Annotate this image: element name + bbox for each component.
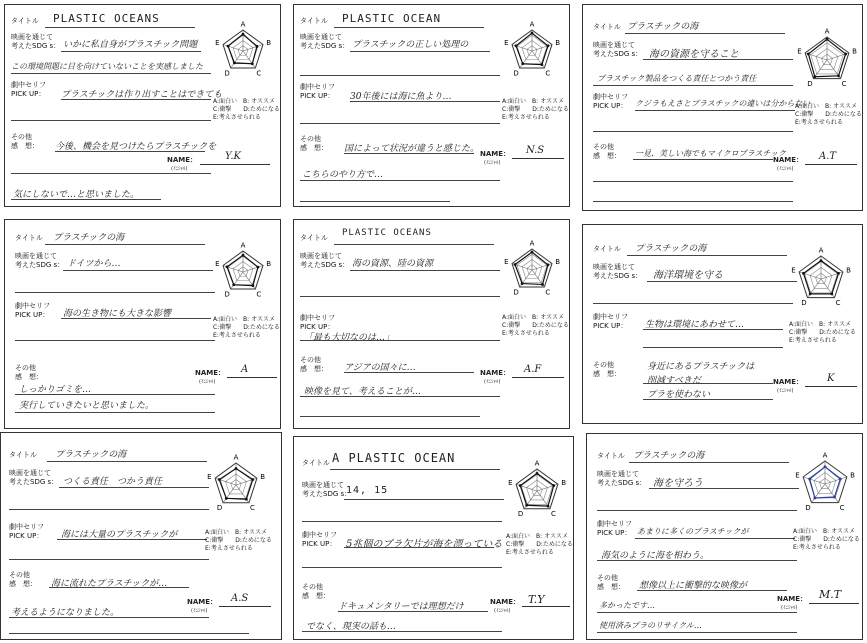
- radar-axis-label: B: [852, 47, 857, 56]
- pickup-label: 劇中セリフ: [300, 83, 335, 91]
- radar-axis-label: E: [215, 260, 220, 269]
- film-title: A PLASTIC OCEAN: [332, 451, 456, 465]
- radar-value-point: [547, 263, 550, 266]
- legend-line-2: C:衝撃 D:ためになる: [506, 541, 573, 548]
- radar-value-point: [218, 478, 221, 481]
- sdg-label: 映画を通じて: [597, 470, 639, 478]
- other-label: その他: [597, 574, 618, 582]
- radar-axis-label: C: [545, 69, 551, 78]
- radar-value-point: [515, 44, 518, 47]
- other-label: その他: [593, 361, 614, 369]
- radar-value-point: [541, 283, 544, 286]
- radar-value-point: [808, 478, 811, 481]
- radar-value-point: [226, 265, 229, 268]
- radar-value-point: [235, 467, 238, 470]
- radar-axis-label: B: [266, 260, 272, 269]
- other-label-2: 感 想：: [593, 370, 621, 378]
- pickup-answer: 「最も大切なのは…」: [304, 333, 395, 343]
- radar-axis-label: E: [791, 266, 796, 275]
- card-5: [293, 219, 570, 429]
- radar-value-point: [251, 284, 254, 287]
- radar-axis-label: E: [207, 472, 212, 481]
- radar-value-point: [826, 38, 829, 41]
- sdg-label: 映画を通じて: [9, 469, 51, 477]
- name-sub-label: (ｲﾆｼｬﾙ): [777, 388, 794, 394]
- radar-chart: [793, 444, 857, 516]
- name-label: NAME：: [480, 369, 511, 377]
- title-label: タイトル: [11, 17, 39, 25]
- radar-value-point: [547, 44, 550, 47]
- legend-line-2: C:衝撃 D:ためになる: [793, 536, 860, 543]
- film-title: プラスチックの海: [635, 244, 707, 254]
- pickup-answer: クジラもえさとプラスチックの違いは分からない: [635, 99, 811, 108]
- film-title: プラスチックの海: [53, 233, 125, 243]
- pickup-label: 劇中セリフ: [11, 81, 46, 89]
- pickup-label-2: PICK UP：: [300, 323, 335, 331]
- radar-value-point: [531, 32, 534, 35]
- other-answer-3: 使用済みプラのリサイクル…: [599, 621, 702, 630]
- radar-axis-label: A: [818, 246, 824, 255]
- radar-value-point: [531, 251, 534, 254]
- pickup-answer: 5兆個のプラ欠片が海を漂っている: [346, 539, 503, 550]
- sdg-label: 映画を通じて: [15, 252, 57, 260]
- pickup-label: 劇中セリフ: [593, 93, 628, 101]
- name-sub-label: (ｲﾆｼｬﾙ): [199, 379, 216, 385]
- radar-axis-label: E: [795, 471, 800, 480]
- name-label: NAME：: [480, 150, 511, 158]
- other-answer-2: 削減すべきだ: [647, 376, 701, 386]
- radar-value-point: [833, 496, 836, 499]
- film-title: プラスチックの海: [55, 450, 127, 460]
- pickup-answer: プラスチックは作り出すことはできても: [61, 90, 223, 100]
- pickup-label-2: PICK UP：: [593, 102, 628, 110]
- card-6: [582, 224, 863, 424]
- name-value: A.S: [231, 593, 249, 604]
- name-sub-label: (ｲﾆｼｬﾙ): [191, 608, 208, 614]
- legend-line-3: E:考えさせられる: [205, 545, 253, 552]
- radar-value-point: [225, 497, 228, 500]
- other-answer-1: アジアの国々に…: [344, 363, 416, 373]
- legend-line-3: E:考えさせられる: [789, 337, 837, 344]
- radar-axis-label: D: [807, 79, 813, 88]
- sdg-answer: つくる責任 つかう責任: [63, 477, 163, 487]
- radar-axis-label: A: [529, 239, 535, 248]
- legend-line-1: A:面白い B: オススメ: [793, 528, 856, 535]
- name-value: N.S: [526, 145, 545, 156]
- radar-value-point: [540, 63, 543, 66]
- other-label-2: 感 想：: [300, 144, 328, 152]
- title-label: タイトル: [9, 451, 37, 459]
- other-label-2: 感 想：: [15, 373, 43, 381]
- title-label: タイトル: [597, 452, 625, 460]
- sdg-label-2: 考えたSDG s：: [593, 50, 643, 58]
- radar-value-point: [514, 263, 517, 266]
- radar-value-point: [242, 254, 245, 257]
- other-label-2: 感 想：: [11, 142, 39, 150]
- sdg-label: 映画を通じて: [11, 33, 53, 41]
- radar-chart: [789, 239, 853, 311]
- legend-line-3: E:考えさせられる: [795, 119, 843, 126]
- radar-axis-label: C: [545, 288, 551, 297]
- other-label: その他: [11, 133, 32, 141]
- sdg-answer: プラスチックの正しい処理の: [352, 40, 469, 50]
- other-answer-2: 考えるようになりました。: [11, 608, 120, 618]
- name-label: NAME：: [167, 156, 198, 164]
- pickup-label: 劇中セリフ: [300, 314, 335, 322]
- sdg-answer-cont: プラスチック製品をつくる責任とつかう責任: [597, 74, 757, 83]
- radar-value-point: [233, 61, 236, 64]
- sdg-label: 映画を通じて: [302, 481, 344, 489]
- radar-value-point: [547, 505, 550, 508]
- other-answer-1: ドキュメンタリーでは理想だけ: [338, 602, 464, 612]
- pickup-label-2: PICK UP：: [15, 311, 50, 319]
- radar-value-point: [519, 484, 522, 487]
- other-label-2: 感 想：: [300, 365, 328, 373]
- name-label: NAME：: [777, 595, 808, 603]
- pickup-answer-cont: 海気のように海を相わう。: [601, 551, 710, 561]
- pickup-answer: 海には大量のプラスチックが: [61, 530, 178, 540]
- radar-chart: [502, 230, 562, 302]
- sdg-label-2: 考えたSDG s：: [300, 261, 350, 269]
- sdg-label-2: 考えたSDG s：: [11, 42, 61, 50]
- card-2: [293, 4, 570, 207]
- other-answer-3: プラを使わない: [647, 390, 711, 400]
- legend-line-2: C:衝撃 D:ためになる: [205, 537, 272, 544]
- card-4: [4, 219, 281, 429]
- radar-axis-label: D: [805, 503, 811, 512]
- other-answer-1: 今後、機会を見つけたらプラスチックを: [55, 142, 217, 152]
- sdg-answer: 14, 15: [346, 485, 389, 496]
- radar-value-point: [813, 497, 816, 500]
- other-label-2: 感 想：: [302, 592, 330, 600]
- sdg-label-2: 考えたSDG s：: [300, 42, 350, 50]
- sdg-label-2: 考えたSDG s：: [593, 272, 643, 280]
- name-sub-label: (ｲﾆｼｬﾙ): [777, 166, 794, 172]
- legend-line-2: C:衝撃 D:ためになる: [502, 322, 569, 329]
- radar-value-point: [837, 74, 840, 77]
- other-label: その他: [15, 364, 36, 372]
- card-8: [293, 436, 574, 640]
- radar-axis-label: C: [256, 290, 262, 299]
- legend-line-3: E:考えさせられる: [502, 114, 550, 121]
- radar-axis-label: A: [534, 459, 540, 468]
- radar-value-point: [839, 478, 842, 481]
- radar-axis-label: B: [561, 478, 567, 487]
- radar-axis-label: E: [797, 47, 802, 56]
- other-label: その他: [302, 583, 323, 591]
- name-value: A: [241, 364, 249, 375]
- legend-line-1: A:面白い B: オススメ: [213, 98, 276, 105]
- other-answer-2: 気にしないで…と思いました。: [13, 190, 140, 200]
- legend-line-1: A:面白い B: オススメ: [502, 314, 565, 321]
- radar-axis-label: E: [504, 39, 509, 48]
- card-7: [0, 432, 282, 640]
- radar-value-point: [536, 472, 539, 475]
- other-answer-2: こちらのやり方で…: [302, 170, 384, 180]
- radar-axis-label: C: [256, 69, 262, 78]
- radar-axis-label: D: [224, 290, 230, 299]
- radar-axis-label: B: [555, 39, 561, 48]
- pickup-label-2: PICK UP：: [593, 322, 628, 330]
- radar-axis-label: A: [822, 451, 828, 460]
- sdg-answer: 海の資源を守ること: [649, 49, 739, 60]
- other-answer-2: でなく、現実の話も…: [306, 622, 396, 632]
- radar-value-point: [837, 272, 840, 275]
- other-answer-1: 想像以上に衝撃的な映像が: [639, 581, 748, 591]
- radar-axis-label: C: [841, 79, 847, 88]
- other-label: その他: [593, 143, 614, 151]
- title-label: タイトル: [15, 234, 43, 242]
- radar-chart: [213, 232, 273, 304]
- other-label-2: 感 想：: [597, 583, 625, 591]
- sdg-label: 映画を通じて: [300, 33, 342, 41]
- radar-chart: [506, 451, 568, 523]
- sdg-answer: いかに私自身がプラスチック問題: [63, 40, 198, 50]
- pickup-label: 劇中セリフ: [597, 520, 632, 528]
- name-sub-label: (ｲﾆｼｬﾙ): [484, 379, 501, 385]
- name-label: NAME：: [773, 156, 804, 164]
- pickup-label: 劇中セリフ: [9, 523, 44, 531]
- radar-value-point: [844, 53, 847, 56]
- title-label: タイトル: [302, 459, 330, 467]
- legend-line-2: C:衝撃 D:ためになる: [213, 324, 280, 331]
- radar-chart: [205, 445, 267, 517]
- radar-value-point: [552, 484, 555, 487]
- legend-line-1: A:面白い B: オススメ: [789, 321, 852, 328]
- radar-value-point: [807, 53, 810, 56]
- other-answer-1: 国によって状況が違うと感じた。: [344, 144, 480, 154]
- other-label-2: 感 想：: [9, 580, 37, 588]
- other-answer-2: 多かったです…: [599, 601, 655, 610]
- name-label: NAME：: [187, 598, 218, 606]
- name-sub-label: (ｲﾆｼｬﾙ): [484, 160, 501, 166]
- radar-chart: [213, 11, 273, 83]
- legend-line-3: E:考えさせられる: [213, 114, 261, 121]
- pickup-label: 劇中セリフ: [593, 313, 628, 321]
- pickup-answer: 生物は環境にあわせて…: [645, 320, 745, 330]
- radar-axis-label: D: [513, 288, 519, 297]
- other-label-2: 感 想：: [593, 152, 621, 160]
- sdg-label-2: 考えたSDG s：: [15, 261, 65, 269]
- radar-axis-label: B: [266, 39, 272, 48]
- other-label: その他: [300, 135, 321, 143]
- legend-line-1: A:面白い B: オススメ: [205, 529, 268, 536]
- radar-value-point: [521, 62, 524, 65]
- title-label: タイトル: [593, 23, 621, 31]
- other-answer-1: しっかりゴミを…: [19, 385, 92, 395]
- other-answer-1: 一見、美しい海でもマイクロプラスチック: [635, 149, 787, 158]
- pickup-label: 劇中セリフ: [302, 531, 337, 539]
- name-value: A.F: [524, 364, 542, 375]
- radar-axis-label: A: [824, 27, 830, 36]
- pickup-label-2: PICK UP：: [9, 532, 44, 540]
- film-title: プラスチックの海: [633, 451, 705, 461]
- radar-value-point: [227, 45, 230, 48]
- radar-chart: [795, 19, 859, 93]
- radar-axis-label: D: [801, 298, 807, 307]
- sdg-label: 映画を通じて: [300, 252, 342, 260]
- pickup-label: 劇中セリフ: [15, 302, 50, 310]
- name-sub-label: (ｲﾆｼｬﾙ): [781, 605, 798, 611]
- film-title: PLASTIC OCEANS: [53, 12, 160, 25]
- card-3: [582, 4, 863, 211]
- radar-value-point: [824, 465, 827, 468]
- legend-line-1: A:面白い B: オススメ: [506, 533, 569, 540]
- name-label: NAME：: [195, 369, 226, 377]
- radar-axis-label: C: [250, 504, 255, 513]
- film-title: PLASTIC OCEANS: [342, 228, 432, 238]
- title-label: タイトル: [300, 17, 328, 25]
- card-1: [4, 4, 281, 207]
- radar-value-point: [232, 283, 235, 286]
- radar-axis-label: D: [513, 69, 519, 78]
- radar-value-point: [525, 504, 528, 507]
- title-label: タイトル: [300, 234, 328, 242]
- radar-value-point: [820, 259, 823, 262]
- sdg-label: 映画を通じて: [593, 41, 635, 49]
- radar-axis-label: D: [517, 510, 524, 519]
- name-label: NAME：: [773, 378, 804, 386]
- legend-line-3: E:考えさせられる: [506, 549, 554, 556]
- radar-axis-label: C: [839, 503, 845, 512]
- name-value: M.T: [819, 588, 842, 601]
- radar-value-point: [830, 292, 833, 295]
- other-label: その他: [300, 356, 321, 364]
- radar-value-point: [802, 272, 805, 275]
- radar-value-point: [809, 292, 812, 295]
- legend-line-3: E:考えさせられる: [213, 332, 261, 339]
- other-answer-1: 身近にあるプラスチックは: [647, 362, 755, 372]
- pickup-label-2: PICK UP：: [597, 529, 632, 537]
- legend-line-1: A:面白い B: オススメ: [795, 103, 858, 110]
- radar-value-point: [251, 478, 254, 481]
- card-9: [586, 433, 863, 640]
- radar-axis-label: D: [216, 504, 223, 513]
- pickup-label-2: PICK UP：: [302, 540, 337, 548]
- pickup-answer: 30年後には海に魚より…: [350, 92, 452, 102]
- name-sub-label: (ｲﾆｼｬﾙ): [494, 608, 511, 614]
- radar-axis-label: E: [508, 478, 513, 487]
- name-sub-label: (ｲﾆｼｬﾙ): [171, 166, 188, 172]
- name-value: T.Y: [528, 593, 545, 606]
- name-label: NAME：: [490, 598, 521, 606]
- radar-value-point: [521, 282, 524, 285]
- legend-line-3: E:考えさせられる: [502, 330, 550, 337]
- radar-axis-label: B: [260, 472, 266, 481]
- sdg-label-2: 考えたSDG s：: [597, 479, 647, 487]
- pickup-label-2: PICK UP：: [300, 92, 335, 100]
- legend-line-2: C:衝撃 D:ためになる: [213, 106, 280, 113]
- film-title: プラスチックの海: [627, 22, 699, 32]
- radar-value-point: [251, 62, 254, 65]
- sdg-label: 映画を通じて: [593, 263, 635, 271]
- sdg-answer: 海の資源、陸の資源: [352, 259, 434, 269]
- title-label: タイトル: [593, 245, 621, 253]
- legend-line-3: E:考えさせられる: [793, 544, 841, 551]
- radar-axis-label: A: [240, 20, 246, 29]
- legend-line-2: C:衝撃 D:ためになる: [502, 106, 569, 113]
- legend-line-2: C:衝撃 D:ためになる: [789, 329, 856, 336]
- sdg-label-2: 考えたSDG s：: [9, 478, 59, 486]
- sdg-label-2: 考えたSDG s：: [302, 490, 352, 498]
- radar-axis-label: B: [555, 258, 561, 267]
- sdg-answer: ドイツから…: [67, 259, 121, 269]
- radar-axis-label: E: [504, 258, 509, 267]
- pickup-label-2: PICK UP：: [11, 90, 46, 98]
- name-value: K: [827, 373, 835, 384]
- legend-line-2: C:衝撃 D:ためになる: [795, 111, 862, 118]
- legend-line-1: A:面白い B: オススメ: [502, 98, 565, 105]
- radar-axis-label: C: [551, 510, 556, 519]
- sdg-answer-cont: この環境問題に目を向けていないことを実感しました: [11, 62, 203, 71]
- pickup-answer: 海の生き物にも大きな影響: [63, 309, 172, 319]
- radar-value-point: [813, 75, 816, 78]
- radar-value-point: [257, 266, 260, 269]
- radar-axis-label: A: [233, 453, 239, 462]
- radar-axis-label: B: [850, 471, 855, 480]
- name-value: Y.K: [225, 151, 241, 162]
- radar-chart: [502, 11, 562, 83]
- legend-line-1: A:面白い B: オススメ: [213, 316, 276, 323]
- other-answer-2: 映像を見て、考えることが…: [304, 387, 421, 397]
- other-label: その他: [9, 571, 30, 579]
- film-title: PLASTIC OCEAN: [342, 12, 442, 25]
- radar-axis-label: A: [529, 20, 535, 29]
- radar-value-point: [242, 33, 245, 36]
- other-answer-1: 海に流れたプラスチックが…: [51, 579, 168, 589]
- sdg-answer: 海洋環境を守る: [653, 270, 723, 281]
- radar-axis-label: D: [224, 69, 230, 78]
- radar-value-point: [256, 45, 259, 48]
- pickup-answer: あまりに多くのプラスチックが: [637, 527, 749, 536]
- name-value: A.T: [819, 151, 837, 162]
- radar-axis-label: C: [835, 298, 841, 307]
- radar-axis-label: E: [215, 39, 220, 48]
- radar-value-point: [245, 498, 248, 501]
- other-answer-2: 実行していきたいと思いました。: [19, 401, 155, 411]
- radar-axis-label: B: [846, 266, 851, 275]
- radar-axis-label: A: [240, 241, 246, 250]
- sdg-answer: 海を守ろう: [653, 478, 703, 489]
